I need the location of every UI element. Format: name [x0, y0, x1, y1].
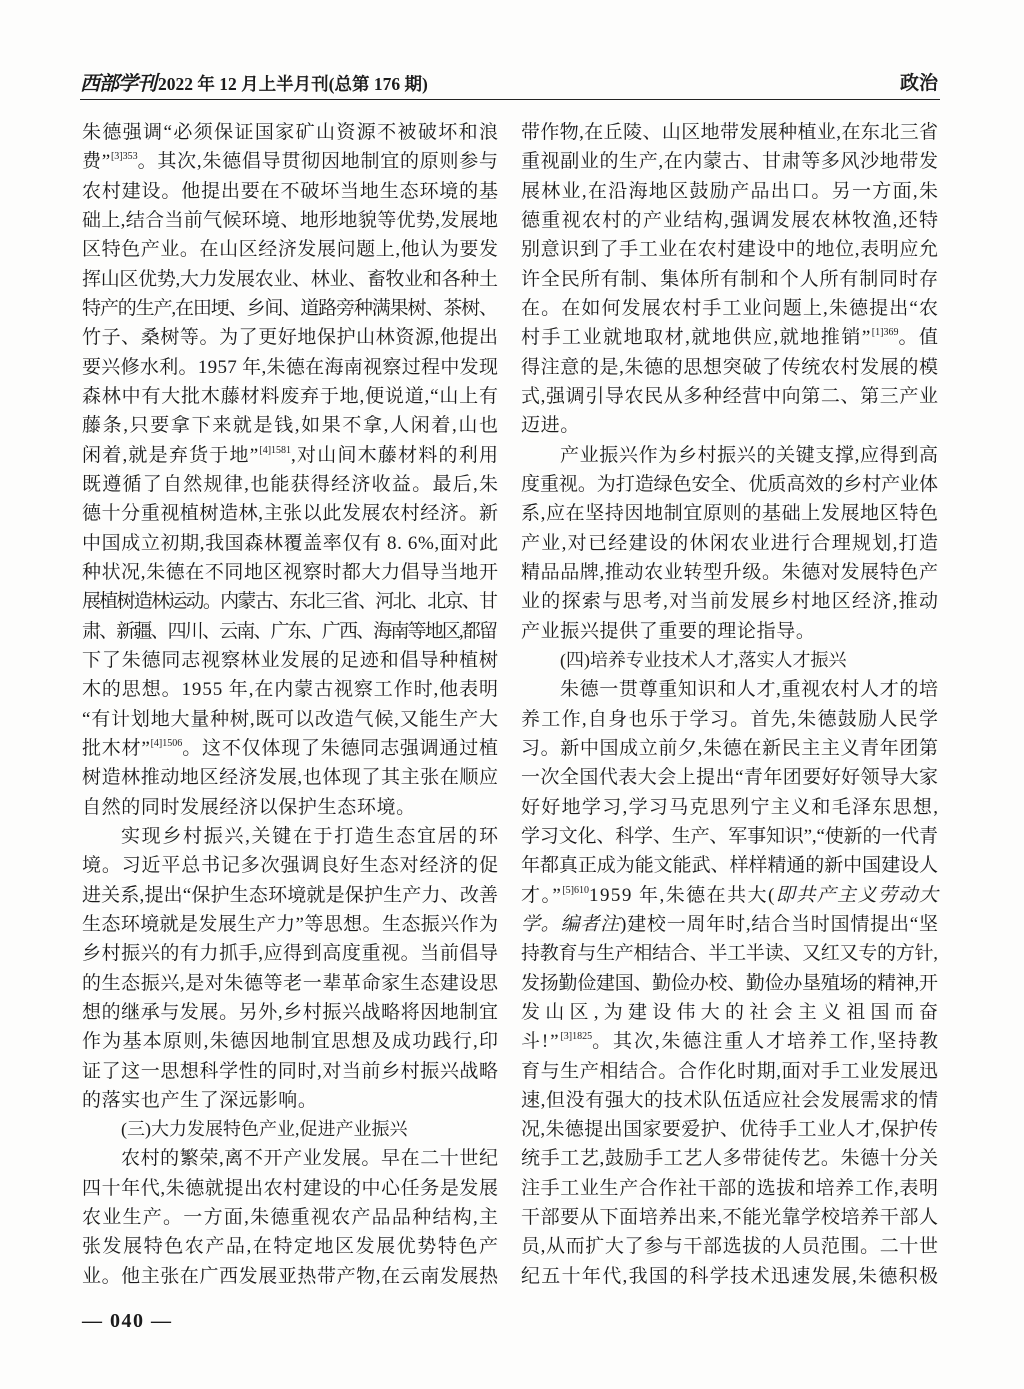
text-segment: 挥山区优势,大力发展农业、林业、畜牧业和各种土: [82, 268, 498, 290]
text-line: [82, 763, 498, 792]
text-line: [82, 675, 498, 704]
text-segment: 木的思想。1955 年,在内蒙古视察工作时,他表明: [82, 679, 499, 701]
text-line: [521, 1027, 938, 1056]
citation-superscript: [1]369: [871, 327, 899, 339]
text-line: [82, 587, 498, 616]
text-line: [82, 998, 498, 1027]
text-segment: 。其次,朱德注重人才培养工作,坚持教: [592, 1031, 940, 1053]
text-line: [521, 939, 938, 968]
text-segment: 得注意的是,朱德的思想突破了传统农村发展的模: [521, 356, 939, 378]
text-segment: 批木材”: [82, 737, 151, 759]
text-segment: 产业振兴提供了重要的理论指导。: [521, 620, 816, 642]
text-line: [82, 1057, 498, 1086]
text-line: [521, 675, 938, 704]
text-line: [82, 793, 498, 822]
text-line: [521, 558, 938, 587]
text-segment: 农村建设。他提出要在不破坏当地生态环境的基: [82, 180, 499, 202]
text-segment: 学习文化、科学、生产、军事知识”,“使新的一代青: [521, 825, 938, 847]
text-segment: “有计划地大量种树,既可以改造气候,又能生产大: [82, 708, 499, 730]
text-line: [82, 881, 498, 910]
text-line: [82, 353, 498, 382]
text-line: [521, 969, 938, 998]
text-segment: 藤条,只要拿下来就是钱,如果不拿,人闲着,山也: [82, 415, 500, 437]
text-segment: 德十分重视植树造林,主张以此发展农村经济。新: [82, 503, 499, 525]
editor-note: 即共产主义劳动大: [775, 884, 940, 906]
text-segment: (三)大力发展特色产业,促进产业振兴: [121, 1119, 408, 1140]
citation-superscript: [4]1506: [150, 737, 183, 749]
text-segment: 重视副业的生产,在内蒙古、甘肃等多风沙地带发: [521, 151, 939, 173]
text-line: [521, 177, 938, 206]
text-segment: 统手工艺,鼓励手工艺人多带徒传艺。朱德十分关: [521, 1148, 939, 1170]
text-segment: 许全民所有制、集体所有制和个人所有制同时存: [521, 268, 939, 290]
text-segment: 。其次,朱德倡导贯彻因地制宜的原则参与: [137, 151, 499, 173]
text-segment: 。值: [898, 327, 940, 349]
citation-superscript: [3]353: [110, 151, 138, 163]
citation-superscript: [5]610: [562, 884, 589, 896]
text-line: [521, 734, 938, 763]
text-segment: 度重视。为打造绿色安全、优质高效的乡村产业体: [521, 473, 938, 495]
text-line: [521, 1057, 938, 1086]
text-segment: 业。他主张在广西发展亚热带产物,在云南发展热: [82, 1265, 499, 1287]
text-line: [82, 441, 498, 470]
text-line: [521, 793, 938, 822]
text-segment: 才。”: [521, 884, 563, 906]
text-line: [521, 470, 938, 499]
text-segment: )建校一周年时,结合当时国情提出“坚: [619, 913, 939, 935]
text-line: [521, 147, 938, 176]
text-line: [82, 939, 498, 968]
text-line: [82, 265, 498, 294]
text-line: [521, 323, 938, 352]
text-segment: 式,强调引导农民从多种经营中向第二、第三产业: [521, 385, 939, 407]
text-segment: 展植树造林运动。内蒙古、东北三省、河北、北京、甘: [82, 591, 497, 613]
text-segment: 展林业,在沿海地区鼓励产品出口。另一方面,朱: [521, 180, 940, 202]
text-line: [521, 1144, 938, 1173]
text-segment: 证了这一思想科学性的同时,对当前乡村振兴战略: [82, 1060, 499, 1082]
text-segment: 别意识到了手工业在农村建设中的地位,表明应允: [521, 239, 939, 261]
text-line: [82, 499, 498, 528]
text-line: [82, 323, 498, 352]
text-line: [82, 1232, 498, 1261]
text-line: [521, 353, 938, 382]
text-line: [521, 705, 938, 734]
text-line: [82, 1086, 498, 1115]
section-heading: [521, 646, 938, 675]
text-segment: 竹子、桑树等。为了更好地保护山林资源,他提出: [82, 327, 499, 349]
paragraph: [82, 118, 498, 822]
text-line: [82, 177, 498, 206]
issue-info: 2022 年 12 月上半月刊(总第 176 期): [158, 74, 428, 94]
citation-superscript: [4]1581: [259, 444, 292, 456]
text-segment: 生态环境就是发展生产力”等思想。生态振兴作为: [82, 913, 499, 935]
paragraph: [82, 1144, 498, 1291]
text-line: [521, 763, 938, 792]
text-segment: 村手工业就地取材,就地供应,就地推销”: [521, 327, 872, 349]
text-line: [521, 910, 938, 939]
citation-superscript: [3]1825: [560, 1031, 593, 1043]
text-line: [82, 617, 498, 646]
text-line: [521, 1115, 938, 1144]
text-segment: 中国成立初期,我国森林覆盖率仅有 8. 6%,面对此: [82, 532, 499, 554]
page-number: — 040 —: [82, 1310, 173, 1332]
text-segment: 农村的繁荣,离不开产业发展。早在二十世纪: [121, 1148, 499, 1170]
text-segment: 员,从而扩大了参与干部选拔的人员范围。二十世: [521, 1236, 939, 1258]
text-segment: 注手工业生产合作社干部的选拔和培养工作,表明: [521, 1177, 939, 1199]
text-line: [82, 1174, 498, 1203]
text-segment: 作为基本原则,朱德因地制宜思想及成功践行,印: [82, 1031, 500, 1053]
text-line: [82, 910, 498, 939]
text-line: [82, 411, 498, 440]
text-segment: 带作物,在丘陵、山区地带发展种植业,在东北三省: [521, 122, 939, 143]
text-segment: 乡村振兴的有力抓手,应得到高度重视。当前倡导: [82, 943, 499, 965]
text-segment: 自然的同时发展经济以保护生态环境。: [82, 796, 416, 818]
text-segment: 年都真正成为能文能武、样样精通的新中国建设人: [521, 855, 938, 877]
text-line: [521, 294, 938, 323]
text-segment: 农业生产。一方面,朱德重视农产品品种结构,主: [82, 1207, 500, 1229]
text-segment: 一次全国代表大会上提出“青年团要好好领导大家: [521, 767, 939, 789]
text-segment: 张发展特色农产品,在特定地区发展优势特色产: [82, 1236, 500, 1258]
text-segment: 的生态振兴,是对朱德等老一辈革命家生态建设思: [82, 972, 499, 994]
text-line: [521, 617, 938, 646]
text-segment: 习。新中国成立前夕,朱德在新民主主义青年团第: [521, 737, 939, 759]
text-line: [82, 382, 498, 411]
text-segment: 肃、新疆、四川、云南、广东、广西、海南等地区,都留: [82, 620, 497, 642]
text-segment: 种状况,朱德在不同地区视察时都大力倡导当地开: [82, 561, 499, 583]
text-line: [521, 998, 944, 1027]
text-line: [82, 558, 498, 587]
text-line: [521, 1203, 938, 1232]
text-line: [82, 1203, 498, 1232]
text-segment: 业的探索与思考,对当前发展乡村地区经济,推动: [521, 591, 940, 613]
heading-text: [82, 1115, 498, 1144]
text-segment: 要兴修水利。1957 年,朱德在海南视察过程中发现: [82, 356, 499, 378]
text-segment: 系,应在坚持因地制宜原则的基础上发展地区特色: [521, 503, 939, 525]
text-line: [521, 1262, 938, 1291]
text-segment: 下了朱德同志视察林业发展的足迹和倡导种植树: [82, 649, 499, 671]
text-line: [82, 470, 498, 499]
heading-text: [521, 646, 938, 675]
text-segment: 境。习近平总书记多次强调良好生态对经济的促: [82, 855, 499, 877]
text-segment: 产业振兴作为乡村振兴的关键支撑,应得到高: [560, 444, 939, 466]
text-segment: 养工作,自身也乐于学习。首先,朱德鼓励人民学: [521, 708, 940, 730]
text-segment: 进关系,提出“保护生态环境就是保护生产力、改善: [82, 884, 499, 906]
text-segment: 发山区,为建设伟大的社会主义祖国而奋: [521, 1001, 944, 1023]
text-segment: (四)培养专业技术人才,落实人才振兴: [560, 649, 847, 670]
paragraph: [521, 118, 938, 441]
text-line: [521, 822, 938, 851]
text-line: [521, 265, 938, 294]
text-segment: 朱德一贯尊重知识和人才,重视农村人才的培: [560, 679, 939, 701]
text-segment: 既遵循了自然规律,也能获得经济收益。最后,朱: [82, 473, 500, 495]
text-line: [82, 734, 498, 763]
text-segment: 发扬勤俭建国、勤俭办校、勤俭办垦殖场的精神,开: [521, 972, 938, 994]
journal-logo: 西部学刊: [80, 73, 156, 95]
text-segment: 纪五十年代,我国的科学技术迅速发展,朱德积极: [521, 1265, 940, 1287]
text-line: [82, 118, 498, 147]
text-line: [521, 499, 938, 528]
text-line: [521, 851, 938, 880]
paragraph: [82, 822, 498, 1115]
text-segment: 闲着,就是弃货于地”: [82, 444, 260, 466]
text-line: [521, 1174, 938, 1203]
text-line: [82, 822, 498, 851]
text-segment: 育与生产相结合。合作化时期,面对手工业发展迅: [521, 1060, 939, 1082]
text-segment: 。这不仅体现了朱德同志强调通过植: [182, 737, 499, 759]
text-line: [82, 235, 498, 264]
text-segment: 迈进。: [521, 415, 580, 437]
text-line: [521, 118, 938, 147]
text-segment: 斗!”: [521, 1031, 561, 1053]
text-segment: 持教育与生产相结合、半工半读、又红又专的方针,: [521, 943, 938, 965]
text-line: [82, 147, 498, 176]
paragraph: [521, 441, 938, 646]
text-line: [521, 1086, 938, 1115]
text-line: [521, 1232, 938, 1261]
text-line: [521, 206, 938, 235]
text-segment: ,对山间木藤材料的利用: [291, 444, 500, 466]
text-line: [82, 1262, 498, 1291]
text-segment: 况,朱德提出国家要爱护、优待手工业人才,保护传: [521, 1119, 939, 1141]
text-segment: 实现乡村振兴,关键在于打造生态宜居的环: [121, 825, 500, 847]
text-line: [82, 1027, 498, 1056]
text-segment: 想的继承与发展。另外,乡村振兴战略将因地制宜: [82, 1001, 499, 1023]
text-segment: 朱德强调“必须保证国家矿山资源不被破坏和浪: [82, 122, 500, 143]
text-line: [521, 587, 938, 616]
right-column: [521, 118, 944, 1291]
text-segment: 础上,结合当前气候环境、地形地貌等优势,发展地: [82, 209, 499, 231]
text-line: [521, 881, 938, 910]
text-line: [521, 382, 938, 411]
paragraph: [521, 675, 944, 1291]
text-line: [521, 235, 938, 264]
text-segment: 德重视农村的产业结构,强调发展农林牧渔,还特: [521, 209, 940, 231]
text-segment: 的落实也产生了深远影响。: [82, 1089, 318, 1111]
text-segment: 树造林推动地区经济发展,也体现了其主张在顺应: [82, 767, 499, 789]
text-line: [82, 705, 498, 734]
left-column: [82, 118, 498, 1291]
text-segment: 精品品牌,推动农业转型升级。朱德对发展特色产: [521, 561, 939, 583]
text-line: [82, 294, 498, 323]
section-heading: [82, 1115, 498, 1144]
text-segment: 森林中有大批木藤材料废弃于地,便说道,“山上有: [82, 385, 499, 407]
text-segment: 区特色产业。在山区经济发展问题上,他认为要发: [82, 239, 499, 261]
text-segment: 四十年代,朱德就提出农村建设的中心任务是发展: [82, 1177, 499, 1199]
text-segment: 在。在如何发展农村手工业问题上,朱德提出“农: [521, 297, 940, 319]
text-segment: 1959 年,朱德在共大(: [588, 884, 776, 906]
text-line: [82, 206, 498, 235]
text-segment: 特产的生产,在田埂、乡间、道路旁种满果树、茶树、: [82, 297, 497, 319]
text-line: [82, 969, 498, 998]
text-line: [82, 529, 498, 558]
text-line: [521, 411, 938, 440]
text-segment: 费”: [82, 151, 111, 173]
text-segment: 速,但没有强大的技术队伍适应社会发展需求的情: [521, 1089, 939, 1111]
text-segment: 产业,对已经建设的休闲农业进行合理规划,打造: [521, 532, 940, 554]
text-segment: 干部要从下面培养出来,不能光靠学校培养干部人: [521, 1207, 939, 1229]
text-line: [521, 529, 938, 558]
header-rule: [80, 99, 940, 100]
text-segment: 好好地学习,学习马克思列宁主义和毛泽东思想,: [521, 796, 940, 818]
section-label: 政治: [899, 73, 938, 94]
text-line: [82, 851, 498, 880]
editor-note: 学。编者注: [521, 913, 620, 935]
text-line: [82, 1144, 498, 1173]
text-line: [82, 646, 498, 675]
text-line: [521, 441, 938, 470]
